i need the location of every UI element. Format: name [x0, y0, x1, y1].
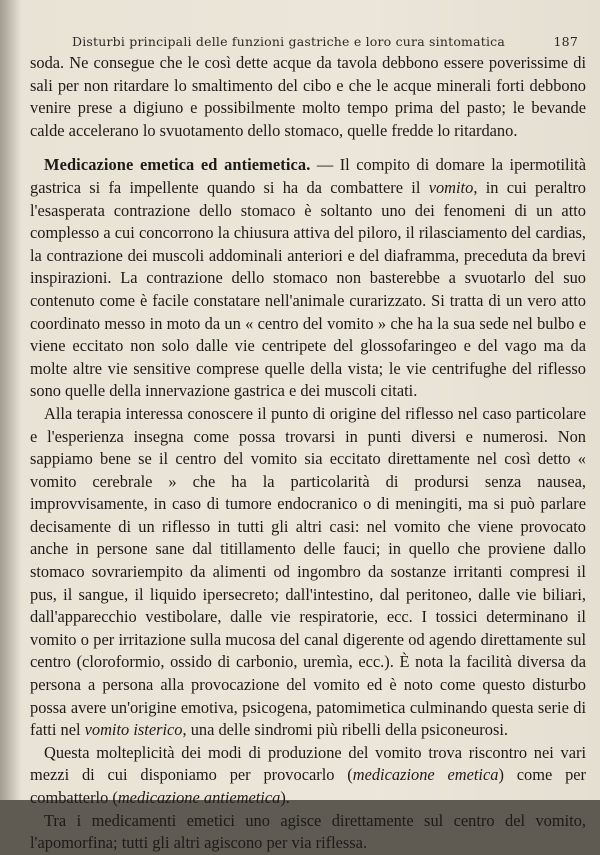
paragraph-4-emphasis-a: medicazione emetica: [352, 765, 499, 785]
body-text: [30, 52, 586, 855]
paragraph-5: Tra i medicamenti emetici uno agisce direttamente sul centro del vomito, l'apomorfina; tutti gli altri agiscono per via riflessa.: [30, 810, 586, 853]
paragraph-2: [30, 154, 586, 403]
paragraph-2-text-a: — Il compito di domare la ipermotilità gastrica si fa impellente quando si ha da combattere il: [30, 155, 586, 197]
paragraph-4-text-b: ) come per combatterlo (: [30, 765, 587, 807]
paragraph-3: [30, 403, 586, 742]
paragraph-3-text-b: , una delle sindromi più ribelli della psiconeurosi.: [182, 720, 508, 740]
paragraph-2-text-b: , in cui peraltro l'esasperata contrazione dello stomaco è soltanto uno dei fenomeni di un atto complesso a cui concorrono la chiusura attiva del piloro, il rilasciamento del cardias, la contrazione dei muscoli addominali anteriori e del diaframma, preceduta da brevi inspirazioni. La contrazione dello stomaco non basterebbe a svuotarlo del suo contenuto come è facile constatare nell'animale curarizzato. Si tratta di un vero atto coordinato messo in moto da un « centro del vomito » che ha la sua sede nel bulbo e viene eccitato non solo dalle vie centripete del glossofaringeo e del vago ma da molte altre vie sensitive comprese quelle della vista; le vie centrifughe del riflesso sono quelle della innervazione gastrica e dei muscoli citati.: [30, 177, 586, 401]
page-number: 187: [553, 34, 578, 49]
paragraph-1: soda. Ne consegue che le così dette acque da tavola debbono essere poverissime di sali per non ritardare lo smaltimento del cibo e che le acque minerali forti debbono venire prese a digiuno e possibilmente molto tempo prima del pasto; le bevande calde accelerano lo svuotamento dello stomaco, quelle fredde lo ritardano.: [30, 53, 586, 140]
paragraph-3-emphasis: vomito isterico: [84, 720, 183, 740]
page-gutter-shadow: [0, 0, 22, 800]
paragraph-2-emphasis: vomito: [428, 177, 474, 197]
paragraph-3-text-a: Alla terapia interessa conoscere il punto di origine del riflesso nel caso particolare e l'esperienza insegna come possa trovarsi in punti diversi e numerosi. Non sappiamo bene se il centro del vomito sia eccitato direttamente nel così detto « vomito cerebrale » che ha la particolarità di prodursi senza nausea, improvvisamente, in caso di tumore endocranico o di meningiti, ma si può parlare decisamente di un riflesso in tutti gli altri casi: nel vomito che viene provocato anche in persone sane dal titillamento delle fauci; in quello che proviene dallo stomaco sovrariempito da alimenti od ingombro da sostanze irritanti compresi il pus, il sangue, il liquido ipersecreto; dall'intestino, dal peritoneo, dalle vie biliari, dall'apparecchio vestibolare, dalle vie respiratorie, ecc. I tossici determinano il vomito o per irritazione sulla mucosa del canal digerente od agendo direttamente sul centro (cloroformio, ossido di carbonio, uremìa, ecc.). È nota la facilità diversa da persona a persona alla provocazione del vomito ed è noto come questo disturbo possa avere un'origine emotiva, psicogena, patomimetica culminando questa serie di fatti nel: [30, 403, 586, 740]
paragraph-4-text-a: Questa molteplicità dei modi di produzione del vomito trova riscontro nei vari mezzi di cui disponiamo per provocarlo (: [30, 742, 586, 785]
paragraph-4-emphasis-b: medicazione antiemetica: [117, 788, 281, 807]
section-heading: Medicazione emetica ed antiemetica.: [44, 155, 311, 175]
running-header: [0, 30, 600, 52]
paragraph-4-text-c: ).: [280, 788, 290, 807]
running-title: Disturbi principali delle funzioni gastriche e loro cura sintomatica: [72, 34, 506, 49]
paragraph-4: [30, 742, 586, 810]
